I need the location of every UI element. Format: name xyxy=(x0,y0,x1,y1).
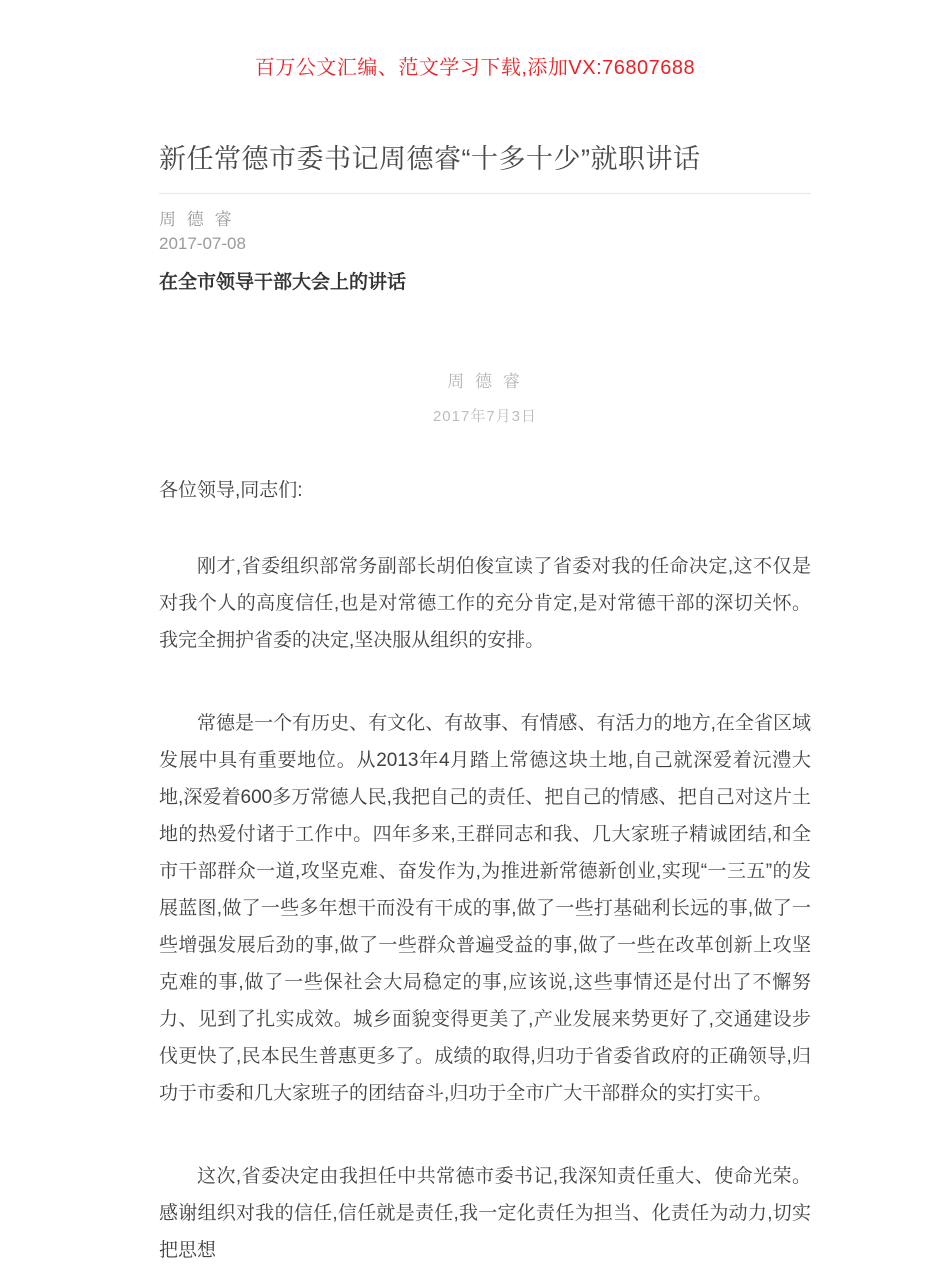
paragraph: 这次,省委决定由我担任中共常德市委书记,我深知责任重大、使命光荣。感谢组织对我的信任,信任就是责任,我一定化责任为担当、化责任为动力,切实把思想 xyxy=(159,1166,811,1261)
article xyxy=(159,142,811,1269)
paragraph: 刚才,省委组织部常务副部长胡伯俊宣读了省委对我的任命决定,这不仅是对我个人的高度信任,也是对常德工作的充分肯定,是对常德干部的深切关怀。我完全拥护省委的决定,坚决服从组织的安排。 xyxy=(159,556,811,651)
byline-date: 2017年7月3日 xyxy=(432,408,538,425)
byline xyxy=(159,367,811,426)
byline-author: 周 德 睿 xyxy=(447,372,523,391)
article-title: 新任常德市委书记周德睿“十多十少”就职讲话 xyxy=(159,144,701,174)
promo-banner: 百万公文汇编、范文学习下载,添加VX:76807688 xyxy=(254,57,696,79)
speech-heading: 在全市领导干部大会上的讲话 xyxy=(159,272,407,293)
publish-date: 2017-07-08 xyxy=(159,234,246,253)
salutation: 各位领导,同志们: xyxy=(159,480,303,501)
title-divider xyxy=(159,193,811,194)
author-name: 周 德 睿 xyxy=(159,210,235,229)
paragraph: 常德是一个有历史、有文化、有故事、有情感、有活力的地方,在全省区域发展中具有重要地位。从2013年4月踏上常德这块土地,自己就深爱着沅澧大地,深爱着600多万常德人民,我把自己的责任、把自己的情感、把自己对这片土地的热爱付诸于工作中。四年多来,王群同志和我、几大家班子精诚团结,和全市干部群众一道,攻坚克难、奋发作为,为推进新常德新创业,实现“一三五”的发展蓝图,做了一些多年想干而没有干成的事,做了一些打基础利长远的事,做了一些增强发展后劲的事,做了一些群众普遍受益的事,做了一些在改革创新上攻坚克难的事,做了一些保社会大局稳定的事,应该说,这些事情还是付出了不懈努力、见到了扎实成效。城乡面貌变得更美了,产业发展来势更好了,交通建设步伐更快了,民本民生普惠更多了。成绩的取得,归功于省委省政府的正确领导,归功于市委和几大家班子的团结奋斗,归功于全市广大干部群众的实打实干。 xyxy=(159,713,811,1104)
article-meta xyxy=(159,208,811,256)
